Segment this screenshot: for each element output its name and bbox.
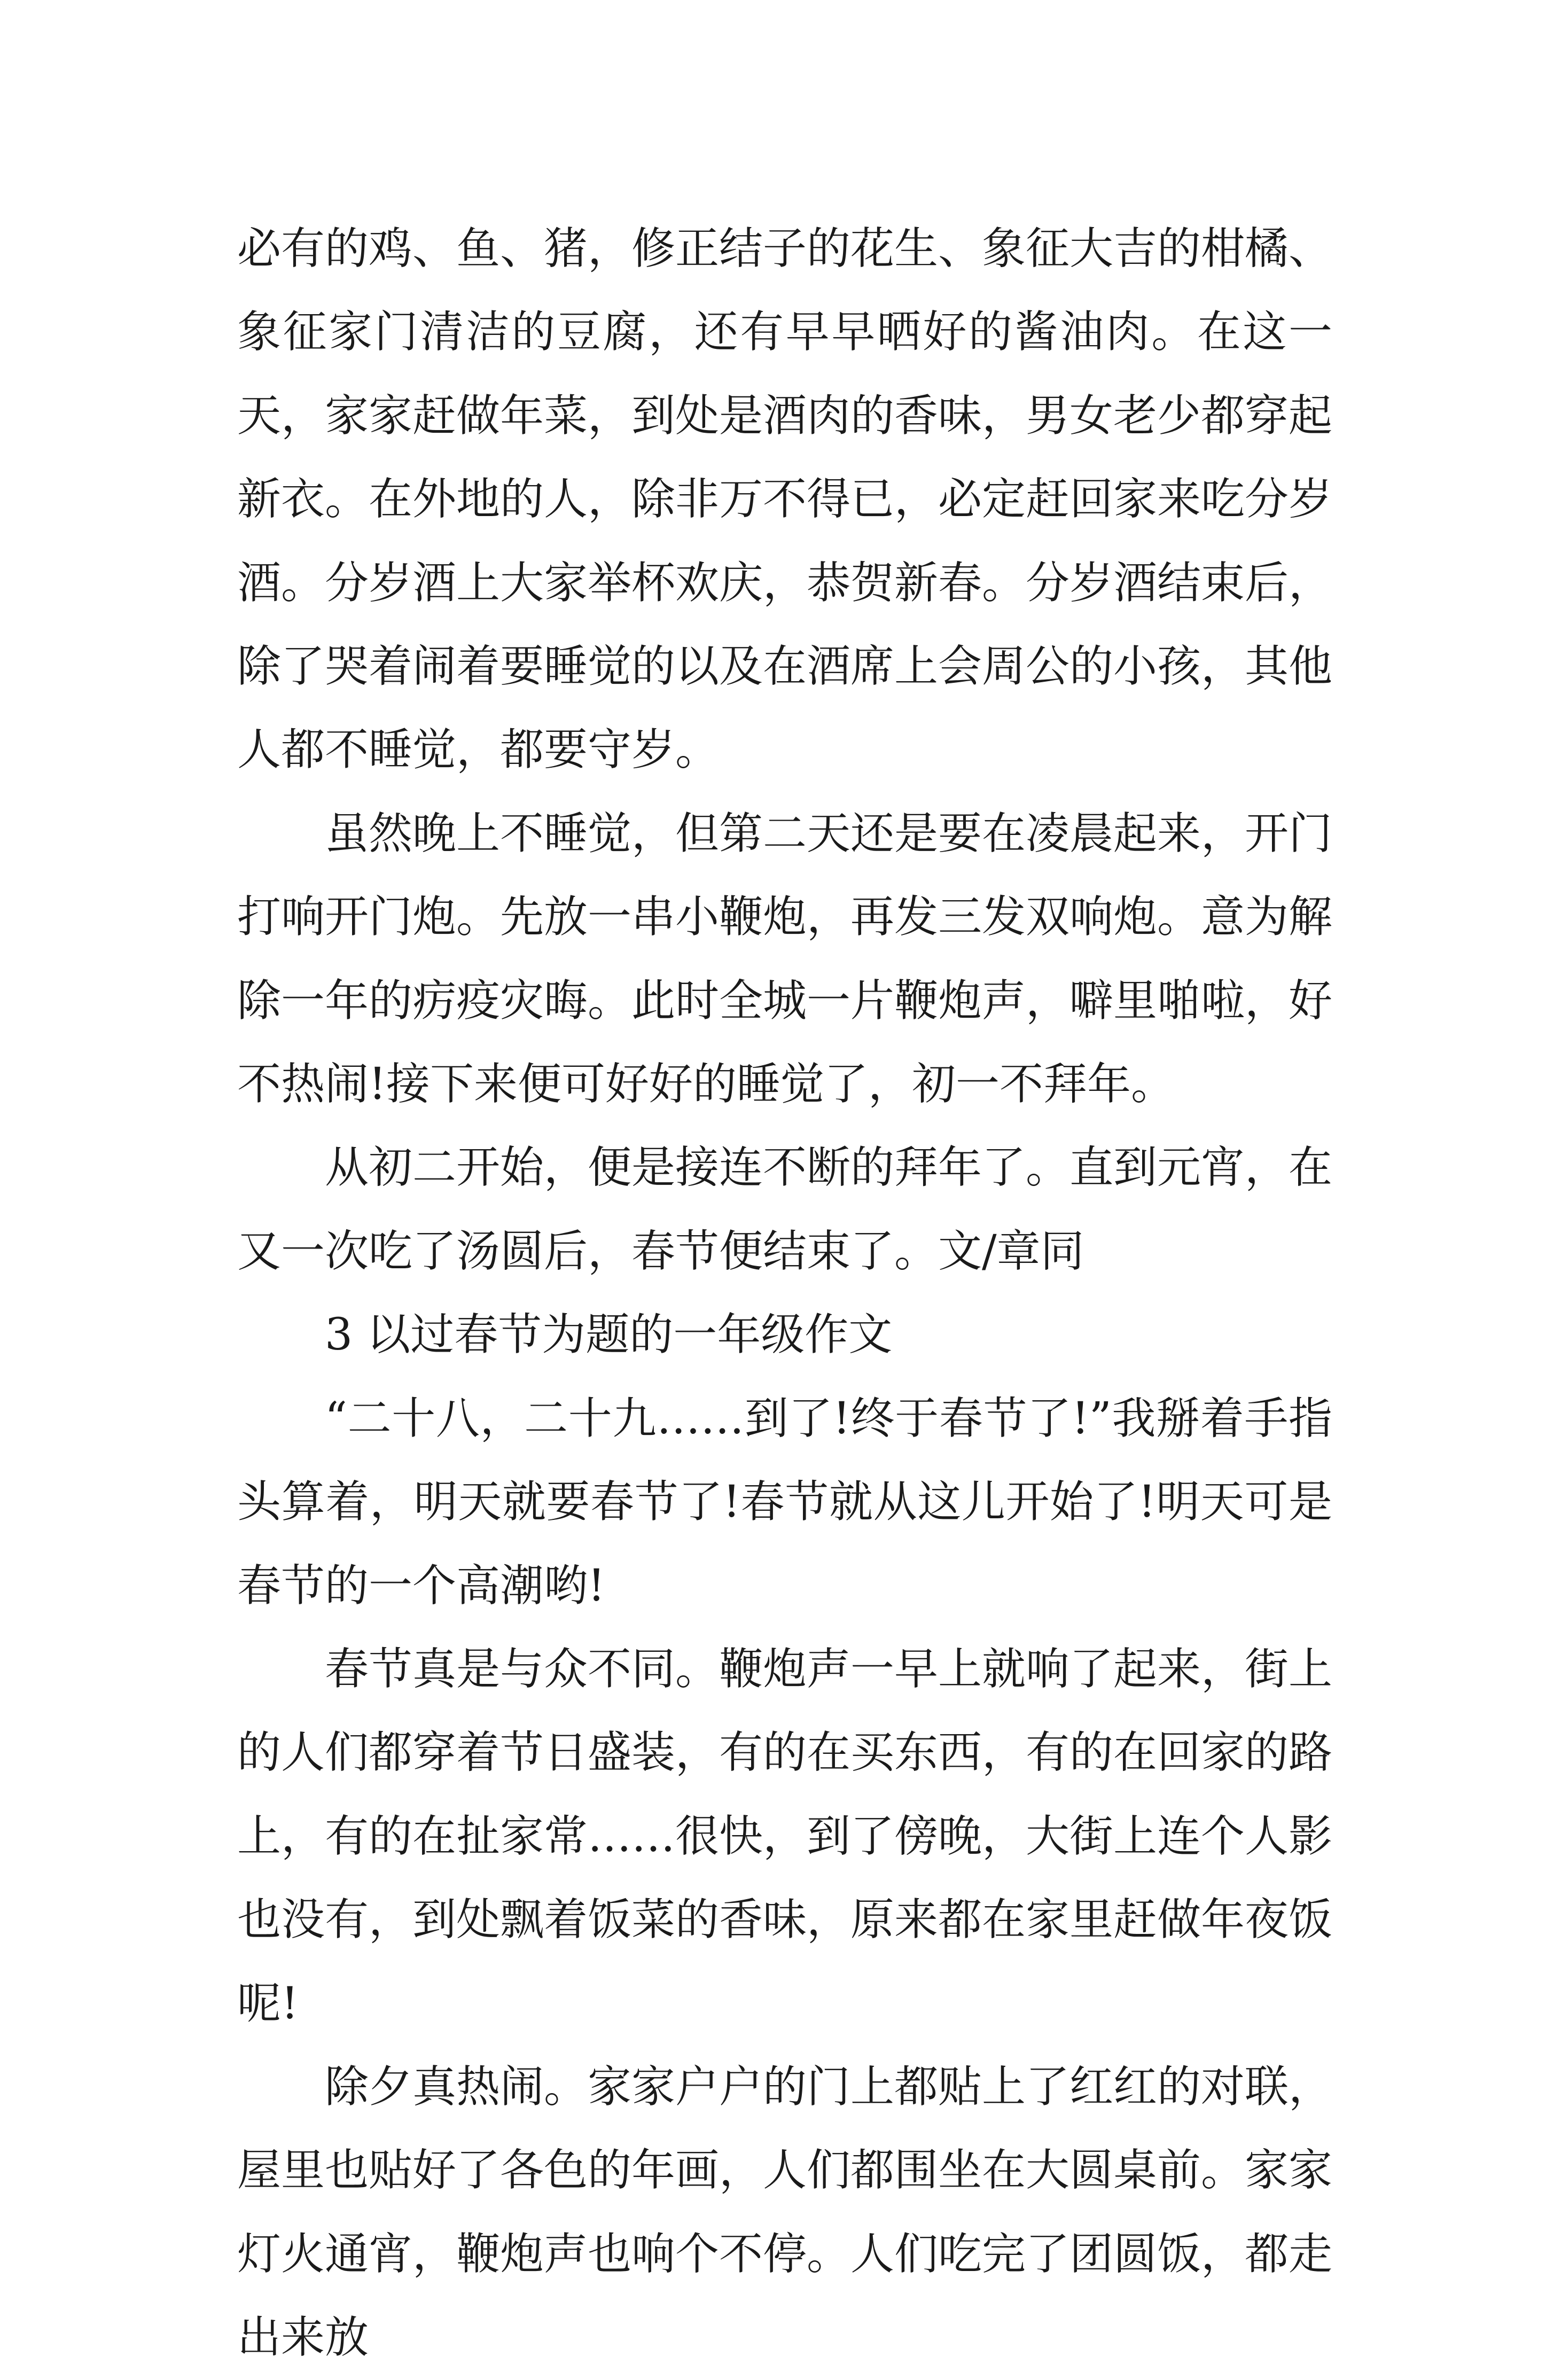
paragraph-1: 必有的鸡、鱼、猪，修正结子的花生、象征大吉的柑橘、象征家门清洁的豆腐，还有早早晒好的酱油肉。在这一天，家家赶做年菜，到处是酒肉的香味，男女老少都穿起新衣。在外地的人，除非万不得已，必定赶回家来吃分岁酒。分岁酒上大家举杯欢庆，恭贺新春。分岁酒结束后，除了哭着闹着要睡觉的以及在酒席上会周公的小孩，其他人都不睡觉，都要守岁。 xyxy=(237,223,1333,776)
section-heading: 3 以过春节为题的一年级作文 xyxy=(325,1309,893,1361)
paragraph-4: “二十八，二十九……到了!终于春节了!”我掰着手指头算着，明天就要春节了!春节就从这儿开始了!明天可是春节的一个高潮哟! xyxy=(237,1393,1332,1611)
document-body xyxy=(237,207,1332,2380)
paragraph-5: 春节真是与众不同。鞭炮声一早上就响了起来，街上的人们都穿着节日盛装，有的在买东西，有的在回家的路上，有的在扯家常……很快，到了傍晚，大街上连个人影也没有，到处飘着饭菜的香味，原来都在家里赶做年夜饭呢! xyxy=(237,1643,1333,2029)
paragraph-3: 从初二开始，便是接连不断的拜年了。直到元宵，在又一次吃了汤圆后，春节便结束了。文/章同 xyxy=(237,1142,1333,1277)
paragraph-6: 除夕真热闹。家家户户的门上都贴上了红红的对联，屋里也贴好了各色的年画，人们都围坐在大圆桌前。家家灯火通宵，鞭炮声也响个不停。人们吃完了团圆饭，都走出来放 xyxy=(237,2061,1333,2363)
paragraph-2: 虽然晚上不睡觉，但第二天还是要在凌晨起来，开门打响开门炮。先放一串小鞭炮，再发三发双响炮。意为解除一年的疠疫灾晦。此时全城一片鞭炮声，噼里啪啦，好不热闹!接下来便可好好的睡觉了，初一不拜年。 xyxy=(237,808,1333,1110)
